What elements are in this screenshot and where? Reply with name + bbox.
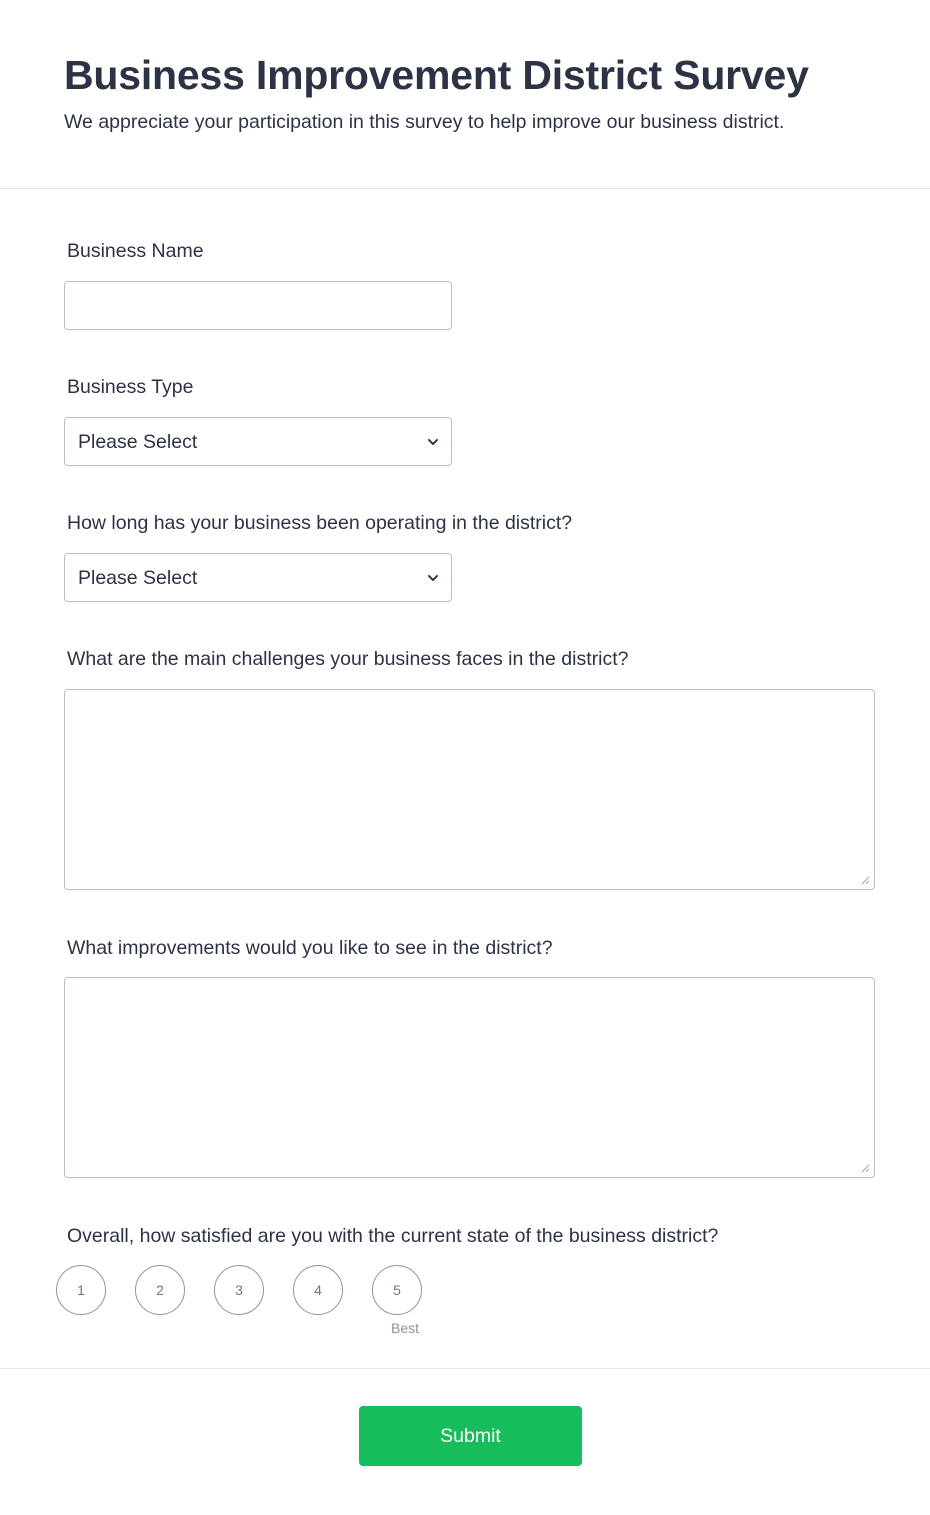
operating-duration-selected-value: Please Select bbox=[78, 567, 198, 589]
business-name-input[interactable] bbox=[64, 281, 452, 330]
page-subtitle: We appreciate your participation in this survey to help improve our business district. bbox=[64, 111, 785, 133]
rating-option-2[interactable]: 2 bbox=[135, 1265, 185, 1315]
operating-duration-select[interactable] bbox=[64, 553, 452, 602]
business-type-label: Business Type bbox=[67, 376, 194, 398]
submit-button[interactable]: Submit bbox=[359, 1406, 582, 1466]
rating-option-4[interactable]: 4 bbox=[293, 1265, 343, 1315]
chevron-down-icon bbox=[426, 435, 440, 449]
operating-duration-label: How long has your business been operating in the district? bbox=[67, 512, 573, 534]
rating-option-1[interactable]: 1 bbox=[56, 1265, 106, 1315]
business-type-selected-value: Please Select bbox=[78, 431, 198, 453]
rating-option-5[interactable]: 5 bbox=[372, 1265, 422, 1315]
resize-grip-icon[interactable] bbox=[861, 876, 870, 885]
page-title: Business Improvement District Survey bbox=[64, 52, 809, 98]
resize-grip-icon[interactable] bbox=[861, 1164, 870, 1173]
business-name-label: Business Name bbox=[67, 240, 204, 262]
rating-option-3[interactable]: 3 bbox=[214, 1265, 264, 1315]
business-type-select[interactable] bbox=[64, 417, 452, 466]
satisfaction-label: Overall, how satisfied are you with the current state of the business district? bbox=[67, 1225, 719, 1247]
challenges-textarea[interactable] bbox=[64, 689, 875, 890]
challenges-label: What are the main challenges your business faces in the district? bbox=[67, 648, 629, 670]
footer-divider bbox=[0, 1368, 930, 1369]
improvements-textarea[interactable] bbox=[64, 977, 875, 1178]
rating-high-label: Best bbox=[391, 1320, 420, 1336]
form-header bbox=[0, 0, 930, 189]
improvements-label: What improvements would you like to see in the district? bbox=[67, 937, 553, 959]
chevron-down-icon bbox=[426, 571, 440, 585]
